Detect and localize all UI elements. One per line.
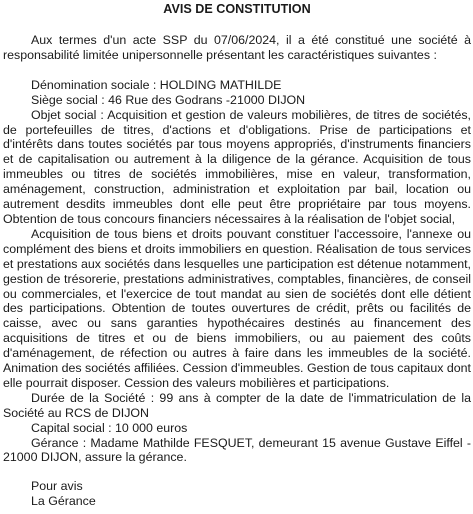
spacer: [3, 465, 471, 479]
spacer: [3, 63, 471, 78]
notice-title: AVIS DE CONSTITUTION: [163, 2, 311, 16]
duree-paragraph: Durée de la Société : 99 ans à compter de la date de l'immatriculation de la Société au RCS de DIJON: [3, 390, 471, 420]
denomination-line: Dénomination sociale : HOLDING MATHILDE: [31, 77, 282, 92]
closing-signature: La Gérance: [31, 494, 96, 509]
acquisition-paragraph: Acquisition de tous biens et droits pouvant constituer l'accessoire, l'annexe ou complément des biens et droits immobiliers en question. Réalisation de tous services et prestations aux sociétés dans lesquelles une participation est détenue notamment, gestion de trésorerie, prestations administratives, comptables, financières, de conseil ou commerciales, et l'exercice de tout mandat au sien de sociétés dont elle détient des participations. Obtention de toutes ouvertures de crédit, prêts ou facilités de caisse, avec ou sans garanties hypothécaires destinés au financement des acquisitions de titres et ou de biens immobiliers, ou au paiement des coûts d'aménagement, de réfection ou autres à faire dans les immeubles de la société. Animation des sociétés affiliées. Cession d'immeubles. Gestion de tous capitaux dont elle pourrait disposer. Cession des valeurs mobilières et participations.: [3, 226, 471, 390]
capital-line: Capital social : 10 000 euros: [31, 420, 188, 435]
closing-pour-avis: Pour avis: [31, 479, 83, 494]
gerance-paragraph: Gérance : Madame Mathilde FESQUET, demeurant 15 avenue Gustave Eiffel - 21000 DIJON, assure la gérance.: [3, 435, 471, 465]
intro-paragraph: Aux termes d'un acte SSP du 07/06/2024, il a été constitué une société à responsabilité limitée unipersonnelle présentant les caractéristiques suivantes :: [3, 33, 471, 62]
siege-line: Siège social : 46 Rue des Godrans -21000 DIJON: [31, 92, 306, 107]
objet-paragraph: Objet social : Acquisition et gestion de valeurs mobilières, de titres de sociétés, de portefeuilles de titres, d'actions et d'obligations. Prise de participations et d'intérêts dans toutes sociétés par tous moyens appropriés, d'instruments financiers et de capitalisation ou autrement à la diligence de la gérance. Acquisition de tous immeubles ou titres de sociétés immobilières, mise en valeur, transformation, aménagement, construction, administration et exploitation par bail, location ou autrement desdits immeubles dont elle peut être propriétaire par tous moyens. Obtention de tous concours financiers nécessaires à la réalisation de l'objet social,: [3, 107, 471, 226]
